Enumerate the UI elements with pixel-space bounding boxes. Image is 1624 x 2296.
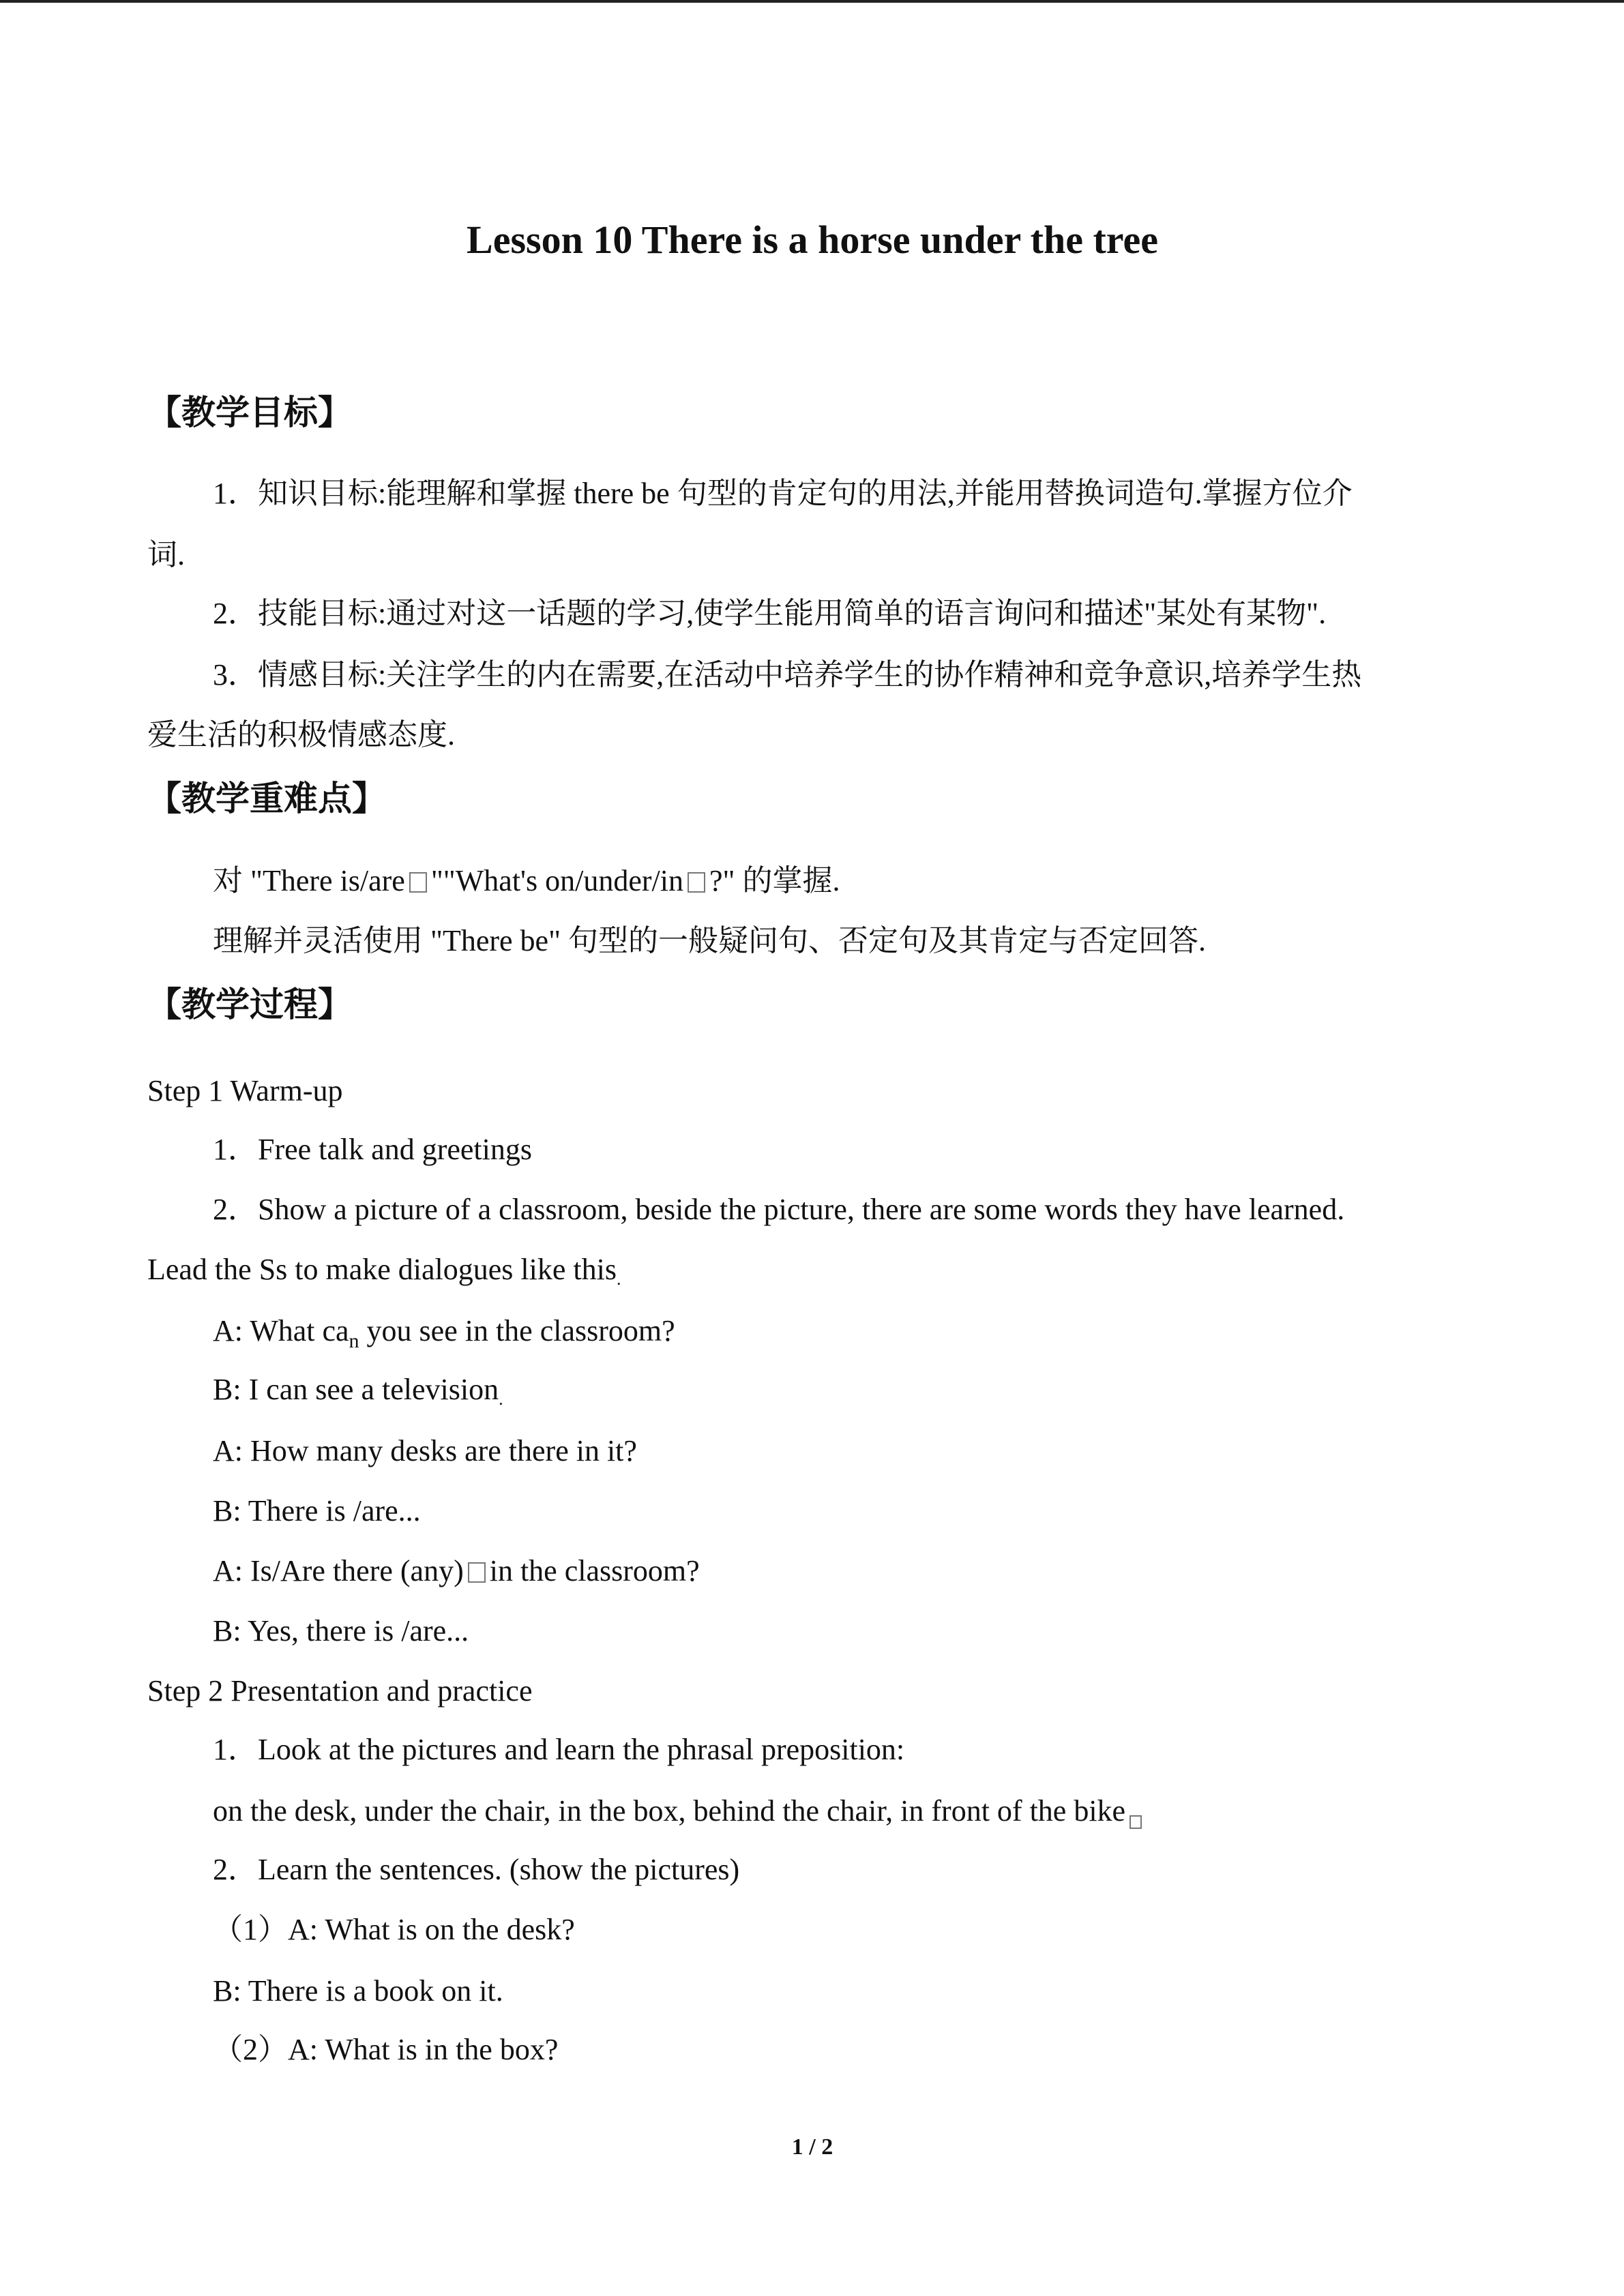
sentence-1-answer: B: There is a book on it. [213,1974,503,2008]
keypoint-2: 理解并灵活使用 "There be" 句型的一般疑问句、否定句及其肯定与否定回答. [213,924,1207,957]
document-page [147,0,1477,2296]
keypoint-1-part-c: ?" 的掌握. [709,864,840,897]
small-dot-icon: . [499,1389,503,1409]
page-number: 1 / 2 [791,2134,833,2160]
step-2-phrases-text: on the desk, under the chair, in the box, behind the chair, in front of the bike [213,1794,1126,1828]
dialogue-line-2 [213,1369,503,1420]
placeholder-box-icon [468,1562,486,1583]
dialogue-line-5 [213,1551,700,1592]
dialogue-line-4: B: There is /are... [213,1494,421,1527]
dialogue-line-1-sub: n [349,1330,359,1352]
dialogue-line-6: B: Yes, there is /are... [213,1614,469,1648]
dialogue-line-5-a: A: Is/Are there (any) [213,1554,464,1587]
dialogue-line-5-b: in the classroom? [489,1554,700,1587]
objective-1-line-2: 词. [147,538,185,571]
step-1-item-1: 1．Free talk and greetings [213,1133,532,1166]
objectives-heading: 【教学目标】 [147,393,352,432]
small-dot-icon: . [616,1269,621,1289]
step-1-item-2-text: Lead the Ss to make dialogues like this [147,1253,617,1286]
sentence-2-question: （2）A: What is in the box? [213,2033,559,2066]
step-2-item-1: 1．Look at the pictures and learn the phrasal preposition: [213,1733,905,1766]
placeholder-box-icon [688,872,705,893]
dialogue-line-2-text: B: I can see a television [213,1373,499,1406]
objective-3-line-1: 3．情感目标:关注学生的内在需要,在活动中培养学生的协作精神和竞争意识,培养学生热 [213,658,1362,691]
keypoint-1-part-b: ""What's on/under/in [430,864,683,897]
objective-3-line-2: 爱生活的积极情感态度. [147,718,455,751]
process-heading: 【教学过程】 [147,985,352,1024]
placeholder-box-icon [409,872,427,893]
keypoints-heading: 【教学重难点】 [147,779,386,818]
sentence-1-question: （1）A: What is on the desk? [213,1913,575,1946]
step-1-title: Step 1 Warm-up [147,1074,343,1107]
step-1-item-2-line-2 [147,1249,621,1300]
dialogue-line-1 [213,1311,675,1362]
dialogue-line-1-b: you see in the classroom? [359,1314,675,1347]
dialogue-line-1-a: A: What ca [213,1314,349,1347]
step-2-item-2: 2．Learn the sentences. (show the pictures) [213,1853,740,1886]
page-title: Lesson 10 There is a horse under the tree [467,218,1158,262]
keypoint-1 [213,861,840,901]
dialogue-line-3: A: How many desks are there in it? [213,1434,637,1467]
step-1-item-2-line-1: 2．Show a picture of a classroom, beside the picture, there are some words they have learned. [213,1193,1345,1226]
placeholder-box-icon [1130,1815,1142,1829]
objective-1-line-1: 1．知识目标:能理解和掌握 there be 句型的肯定句的用法,并能用替换词造句.掌握方位介 [213,477,1353,510]
keypoint-1-part-a: 对 "There is/are [213,864,405,897]
step-2-phrases [213,1791,1146,1832]
step-2-title: Step 2 Presentation and practice [147,1674,533,1708]
objective-2: 2．技能目标:通过对这一话题的学习,使学生能用简单的语言询问和描述"某处有某物". [213,597,1327,630]
